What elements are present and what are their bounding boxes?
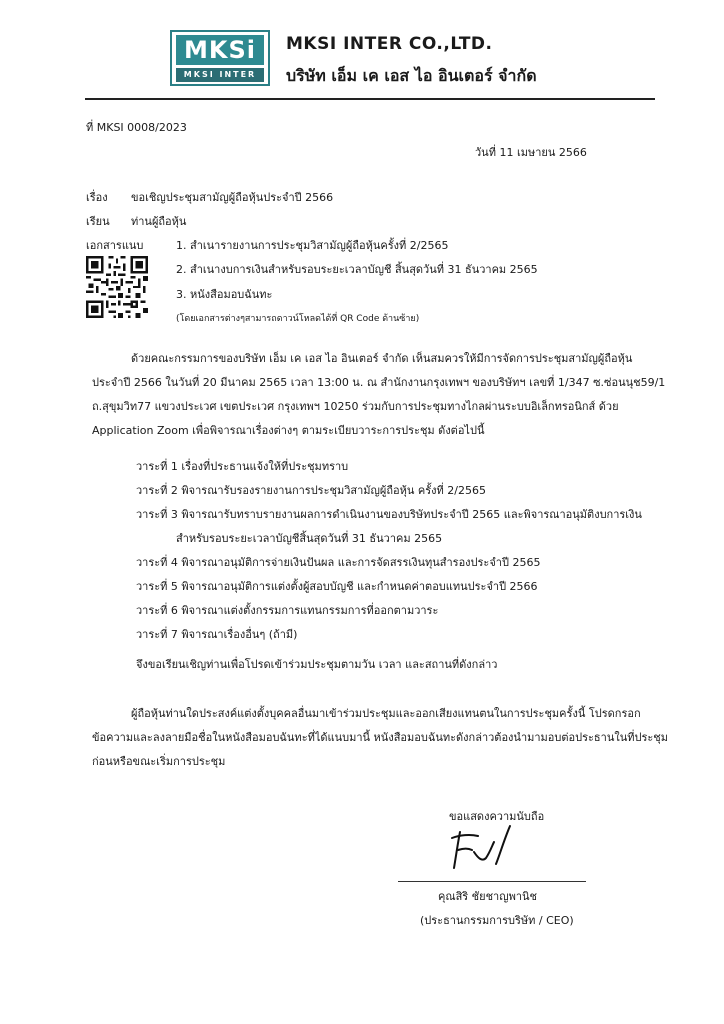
salutation-label: เรียน	[86, 215, 110, 228]
attachment-item: 2. สำเนางบการเงินสำหรับรอบระยะเวลาบัญชี สิ้นสุดวันที่ 31 ธันวาคม 2565	[176, 263, 538, 276]
proxy-line: ก่อนหรือขณะเริ่มการประชุม	[92, 755, 226, 768]
company-name-en: MKSI INTER CO.,LTD.	[286, 34, 493, 54]
subject-label: เรื่อง	[86, 191, 108, 204]
attachments-label: เอกสารแนบ	[86, 239, 144, 252]
company-name-th: บริษัท เอ็ม เค เอส ไอ อินเตอร์ จำกัด	[286, 66, 537, 85]
agenda-item: วาระที่ 6 พิจารณาแต่งตั้งกรรมการแทนกรรมการที่ออกตามวาระ	[136, 604, 439, 617]
agenda-item: วาระที่ 3 พิจารณารับทราบรายงานผลการดำเนินงานของบริษัทประจำปี 2565 และพิจารณาอนุมัติงบการเงิน	[136, 508, 642, 521]
intro-line: ถ.สุขุมวิท77 แขวงประเวศ เขตประเวศ กรุงเทพฯ 10250 ร่วมกับการประชุมทางไกลผ่านระบบอิเล็กทรอนิกส์ ด้วย	[92, 400, 619, 413]
intro-line: Application Zoom เพื่อพิจารณาเรื่องต่างๆ ตามระเบียบวาระการประชุม ดังต่อไปนี้	[92, 424, 485, 437]
agenda-item: วาระที่ 5 พิจารณาอนุมัติการแต่งตั้งผู้สอบบัญชี และกำหนดค่าตอบแทนประจำปี 2566	[136, 580, 538, 593]
proxy-line: ผู้ถือหุ้นท่านใดประสงค์แต่งตั้งบุคคลอื่นมาเข้าร่วมประชุมและออกเสียงแทนตนในการประชุมครั้งนี้ โปรดกรอก	[131, 707, 641, 720]
agenda-item-continued: สำหรับรอบระยะเวลาบัญชีสิ้นสุดวันที่ 31 ธันวาคม 2565	[176, 532, 443, 545]
header-divider	[85, 98, 655, 100]
agenda-item: วาระที่ 2 พิจารณารับรองรายงานการประชุมวิสามัญผู้ถือหุ้น ครั้งที่ 2/2565	[136, 484, 486, 497]
logo-subtitle: MKSI INTER	[176, 68, 264, 82]
attachments-note: (โดยเอกสารต่างๆสามารถดาวน์โหลดได้ที่ QR Code ด้านซ้าย)	[176, 314, 420, 324]
attachment-item: 1. สำเนารายงานการประชุมวิสามัญผู้ถือหุ้นครั้งที่ 2/2565	[176, 239, 449, 252]
intro-line: ด้วยคณะกรรมการของบริษัท เอ็ม เค เอส ไอ อินเตอร์ จำกัด เห็นสมควรให้มีการจัดการประชุมสามัญผู้ถือหุ้น	[131, 352, 633, 365]
company-logo	[170, 30, 270, 86]
intro-line: ประจำปี 2566 ในวันที่ 20 มีนาคม 2565 เวลา 13:00 น. ณ สำนักงานกรุงเทพฯ ของบริษัทฯ เลขที่ 1/347 ซ.ซ่อนนุช59/1	[92, 376, 666, 389]
signer-name: คุณสิริ ชัยชาญพานิช	[438, 890, 538, 903]
logo-wordmark: MKSi	[176, 35, 264, 65]
agenda-item: วาระที่ 1 เรื่องที่ประธานแจ้งให้ที่ประชุมทราบ	[136, 460, 349, 473]
agenda-item: วาระที่ 4 พิจารณาอนุมัติการจ่ายเงินปันผล และการจัดสรรเงินทุนสำรองประจำปี 2565	[136, 556, 541, 569]
letter-date: วันที่ 11 เมษายน 2566	[475, 146, 587, 159]
salutation-text: ท่านผู้ถือหุ้น	[131, 215, 187, 228]
subject-text: ขอเชิญประชุมสามัญผู้ถือหุ้นประจำปี 2566	[131, 191, 334, 204]
qr-code-icon[interactable]	[86, 256, 148, 318]
agenda-item: วาระที่ 7 พิจารณาเรื่องอื่นๆ (ถ้ามี)	[136, 628, 298, 641]
attachment-item: 3. หนังสือมอบฉันทะ	[176, 288, 273, 301]
reference-number: ที่ MKSI 0008/2023	[86, 121, 187, 134]
closing-text: ขอแสดงความนับถือ	[449, 810, 545, 823]
signer-title: (ประธานกรรมการบริษัท / CEO)	[420, 914, 574, 927]
signature-icon	[440, 818, 520, 873]
proxy-line: ข้อความและลงลายมือชื่อในหนังสือมอบฉันทะที่ได้แนบมานี้ หนังสือมอบฉันทะดังกล่าวต้องนำมามอบต่อประธานในที่ประชุม	[92, 731, 669, 744]
invitation-text: จึงขอเรียนเชิญท่านเพื่อโปรดเข้าร่วมประชุมตามวัน เวลา และสถานที่ดังกล่าว	[136, 658, 498, 671]
signature-line	[398, 881, 586, 882]
